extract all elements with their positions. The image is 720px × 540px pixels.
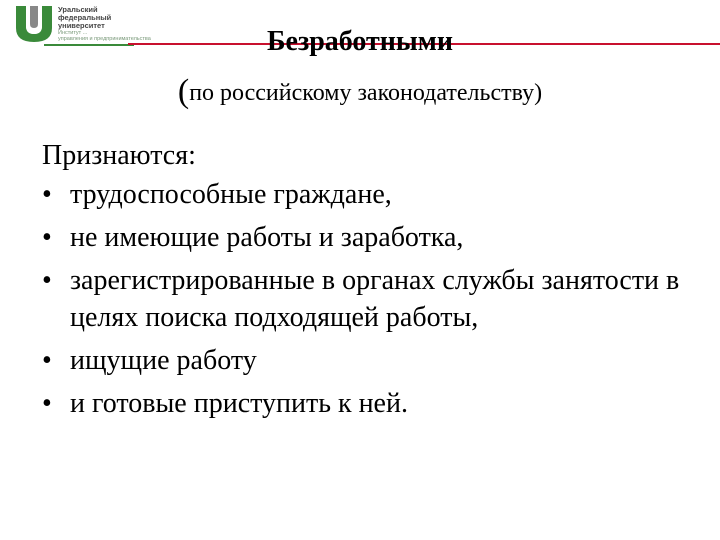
- bullet-item: • трудоспособные граждане,: [42, 179, 392, 210]
- bullet-item: • ищущие работу: [42, 345, 257, 376]
- subtitle-open-paren: (: [177, 73, 190, 110]
- bullet-text: и готовые приступить к ней.: [70, 388, 408, 419]
- lead-text: Признаются:: [42, 140, 196, 171]
- bullet-text: зарегистрированные в органах службы занятости в целях поиска подходящей работы,: [70, 265, 680, 333]
- bullet-item: • не имеющие работы и заработка,: [42, 222, 464, 253]
- slide-subtitle: [0, 74, 720, 111]
- logo-line-3: университет: [58, 21, 105, 30]
- slide-title: Безработными: [267, 26, 453, 57]
- bullet-text: ищущие работу: [70, 345, 257, 376]
- bullet-item: • зарегистрированные в органах службы занятости в целях поиска подходящей работы,: [42, 265, 680, 333]
- logo-line-1: Уральский: [58, 5, 98, 14]
- logo-subline-1: Институт ...: [58, 30, 88, 36]
- subtitle-text: по российскому законодательству): [189, 80, 543, 106]
- bullet-list: [42, 176, 682, 428]
- bullet-text: трудоспособные граждане,: [70, 179, 392, 210]
- bullet-item: • и готовые приступить к ней.: [42, 388, 408, 419]
- bullet-text: не имеющие работы и заработка,: [70, 222, 464, 253]
- logo-subline-2: управления и предпринимательства: [58, 36, 151, 42]
- logo-line-2: федеральный: [58, 13, 112, 22]
